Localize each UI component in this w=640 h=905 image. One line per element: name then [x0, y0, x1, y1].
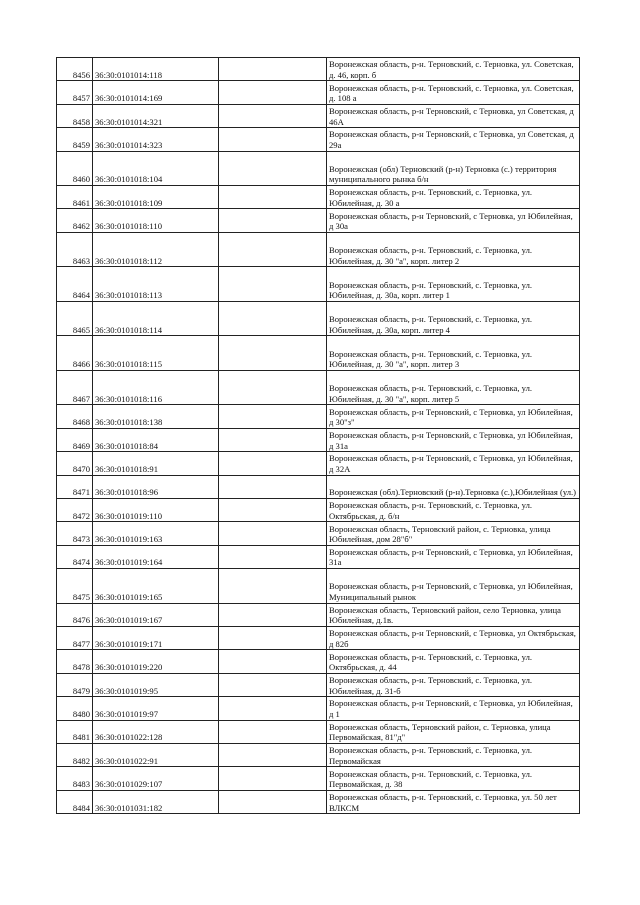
row-number: 8464 — [57, 267, 93, 302]
address-text: Воронежская область, р-н. Терновский, с. Терновка, ул. Юбилейная, д. 31-б — [329, 674, 533, 696]
empty-cell — [219, 267, 327, 302]
row-number: 8481 — [57, 720, 93, 743]
address-cell — [327, 545, 580, 568]
address-text: Воронежская область, р-н Терновский, с Терновка, ул Советская, д 46А — [329, 105, 574, 127]
empty-cell — [219, 743, 327, 766]
address-text: Воронежская область, р-н Терновский, с Терновка, ул Юбилейная, д 1 — [329, 698, 573, 719]
address-cell — [327, 301, 580, 336]
empty-cell — [219, 720, 327, 743]
table-row — [57, 673, 580, 696]
cadastral-number: 36:30:0101029:107 — [93, 767, 219, 790]
address-cell — [327, 697, 580, 720]
address-text: Воронежская (обл).Терновский (р-н).Терновка (с.),Юбилейная (ул.) — [329, 487, 577, 498]
table-row — [57, 603, 580, 626]
cadastral-number: 36:30:0101018:114 — [93, 301, 219, 336]
cadastral-number: 36:30:0101018:91 — [93, 452, 219, 475]
row-number: 8474 — [57, 545, 93, 568]
table-row — [57, 545, 580, 568]
table-row — [57, 569, 580, 604]
address-text: Воронежская область, р-н. Терновский, с. Терновка, ул. Первомайская, д. 38 — [329, 768, 533, 790]
cadastral-number: 36:30:0101031:182 — [93, 790, 219, 813]
empty-cell — [219, 186, 327, 209]
row-number: 8468 — [57, 405, 93, 428]
empty-cell — [219, 232, 327, 267]
row-number: 8457 — [57, 81, 93, 104]
table-row — [57, 720, 580, 743]
empty-cell — [219, 104, 327, 127]
empty-cell — [219, 428, 327, 451]
address-cell — [327, 603, 580, 626]
row-number: 8479 — [57, 673, 93, 696]
cadastral-number: 36:30:0101019:164 — [93, 545, 219, 568]
row-number: 8459 — [57, 128, 93, 151]
register-table-body — [57, 58, 580, 814]
address-cell — [327, 128, 580, 151]
cadastral-number: 36:30:0101014:118 — [93, 58, 219, 81]
table-row — [57, 151, 580, 186]
cadastral-number: 36:30:0101018:138 — [93, 405, 219, 428]
address-cell — [327, 522, 580, 545]
row-number: 8465 — [57, 301, 93, 336]
cadastral-number: 36:30:0101014:321 — [93, 104, 219, 127]
address-text: Воронежская область, р-н Терновский, с Терновка, ул Юбилейная, 31а — [329, 546, 573, 568]
address-text: Воронежская область, р-н. Терновский, с. Терновка, ул. Юбилейная, д. 30 "а", корп. литер 3 — [329, 348, 533, 370]
empty-cell — [219, 336, 327, 371]
table-row — [57, 301, 580, 336]
address-cell — [327, 336, 580, 371]
table-row — [57, 428, 580, 451]
address-text: Воронежская область, р-н. Терновский, с. Терновка, ул. Советская, д. 46, корп. б — [329, 59, 574, 80]
cadastral-number: 36:30:0101014:323 — [93, 128, 219, 151]
address-text: Воронежская область, р-н. Терновский, с. Терновка, ул. Юбилейная, д. 30 "а", корп. литер 5 — [329, 383, 533, 404]
address-text: Воронежская (обл) Терновский (р-н) Терновка (с.) территория муниципального рынка б/н — [329, 163, 557, 185]
address-text: Воронежская область, р-н. Терновский, с. Терновка, ул. Юбилейная, д. 30 "а", корп. литер 2 — [329, 245, 533, 266]
empty-cell — [219, 522, 327, 545]
cadastral-number: 36:30:0101018:116 — [93, 370, 219, 405]
cadastral-number: 36:30:0101018:110 — [93, 209, 219, 232]
empty-cell — [219, 569, 327, 604]
cadastral-number: 36:30:0101022:128 — [93, 720, 219, 743]
address-cell — [327, 790, 580, 813]
empty-cell — [219, 58, 327, 81]
cadastral-number: 36:30:0101019:97 — [93, 697, 219, 720]
empty-cell — [219, 545, 327, 568]
address-cell — [327, 104, 580, 127]
table-row — [57, 58, 580, 81]
row-number: 8478 — [57, 650, 93, 673]
row-number: 8467 — [57, 370, 93, 405]
address-text: Воронежская область, р-н. Терновский, с. Терновка, ул. Первомайская — [329, 745, 533, 766]
table-row — [57, 104, 580, 127]
address-text: Воронежская область, р-н Терновский, с Терновка, ул Советская, д 29а — [329, 129, 574, 150]
row-number: 8475 — [57, 569, 93, 604]
register-table — [56, 57, 580, 814]
cadastral-number: 36:30:0101018:113 — [93, 267, 219, 302]
address-cell — [327, 186, 580, 209]
table-row — [57, 626, 580, 649]
row-number: 8466 — [57, 336, 93, 371]
row-number: 8482 — [57, 743, 93, 766]
address-cell — [327, 232, 580, 267]
row-number: 8483 — [57, 767, 93, 790]
address-text: Воронежская область, Терновский район, село Терновка, улица Юбилейная, д.1в. — [329, 604, 561, 626]
row-number: 8476 — [57, 603, 93, 626]
cadastral-number: 36:30:0101019:165 — [93, 569, 219, 604]
empty-cell — [219, 301, 327, 336]
empty-cell — [219, 151, 327, 186]
address-text: Воронежская область, р-н. Терновский, с. Терновка, ул. Юбилейная, д. 30а, корп. литер 4 — [329, 314, 533, 335]
table-row — [57, 267, 580, 302]
empty-cell — [219, 697, 327, 720]
row-number: 8456 — [57, 58, 93, 81]
table-row — [57, 370, 580, 405]
row-number: 8477 — [57, 626, 93, 649]
row-number: 8484 — [57, 790, 93, 813]
cadastral-number: 36:30:0101019:110 — [93, 498, 219, 521]
address-cell — [327, 673, 580, 696]
table-row — [57, 743, 580, 766]
address-cell — [327, 767, 580, 790]
empty-cell — [219, 405, 327, 428]
address-cell — [327, 720, 580, 743]
address-text: Воронежская область, р-н. Терновский, с. Терновка, ул. Октябрьская, д. 44 — [329, 651, 533, 673]
cadastral-number: 36:30:0101019:220 — [93, 650, 219, 673]
empty-cell — [219, 475, 327, 498]
cadastral-number: 36:30:0101018:109 — [93, 186, 219, 209]
row-number: 8461 — [57, 186, 93, 209]
cadastral-number: 36:30:0101019:95 — [93, 673, 219, 696]
empty-cell — [219, 650, 327, 673]
cadastral-number: 36:30:0101018:112 — [93, 232, 219, 267]
address-text: Воронежская область, р-н Терновский, с Терновка, ул Октябрьская, д 82б — [329, 628, 576, 649]
table-row — [57, 767, 580, 790]
row-number: 8463 — [57, 232, 93, 267]
row-number: 8480 — [57, 697, 93, 720]
table-row — [57, 522, 580, 545]
row-number: 8470 — [57, 452, 93, 475]
address-text: Воронежская область, р-н. Терновский, с. Терновка, ул. Юбилейная, д. 30 а — [329, 187, 533, 208]
empty-cell — [219, 603, 327, 626]
address-cell — [327, 58, 580, 81]
cadastral-number: 36:30:0101019:167 — [93, 603, 219, 626]
address-text: Воронежская область, р-н Терновский, с Терновка, ул Юбилейная, д 30а — [329, 210, 573, 232]
address-cell — [327, 452, 580, 475]
empty-cell — [219, 370, 327, 405]
table-row — [57, 405, 580, 428]
address-cell — [327, 428, 580, 451]
cadastral-number: 36:30:0101014:169 — [93, 81, 219, 104]
cadastral-number: 36:30:0101019:163 — [93, 522, 219, 545]
address-cell — [327, 498, 580, 521]
address-cell — [327, 475, 580, 498]
address-text: Воронежская область, р-н. Терновский, с. Терновка, ул. Октябрьская, д. б/н — [329, 500, 533, 521]
empty-cell — [219, 498, 327, 521]
address-cell — [327, 743, 580, 766]
table-row — [57, 475, 580, 498]
row-number: 8462 — [57, 209, 93, 232]
empty-cell — [219, 673, 327, 696]
address-cell — [327, 267, 580, 302]
row-number: 8473 — [57, 522, 93, 545]
empty-cell — [219, 626, 327, 649]
table-row — [57, 128, 580, 151]
table-row — [57, 336, 580, 371]
empty-cell — [219, 767, 327, 790]
address-text: Воронежская область, р-н. Терновский, с. Терновка, ул. Юбилейная, д. 30а, корп. литер 1 — [329, 279, 533, 301]
cadastral-number: 36:30:0101019:171 — [93, 626, 219, 649]
address-cell — [327, 370, 580, 405]
empty-cell — [219, 81, 327, 104]
address-cell — [327, 405, 580, 428]
address-text: Воронежская область, р-н Терновский, с Терновка, ул Юбилейная, д 32А — [329, 453, 573, 474]
address-text: Воронежская область, р-н Терновский, с Терновка, ул Юбилейная, д 30"з" — [329, 406, 573, 428]
table-row — [57, 697, 580, 720]
row-number: 8472 — [57, 498, 93, 521]
address-cell — [327, 626, 580, 649]
address-text: Воронежская область, Терновский район, с. Терновка, улица Первомайская, 81"д" — [329, 721, 551, 743]
cadastral-number: 36:30:0101018:84 — [93, 428, 219, 451]
address-text: Воронежская область, Терновский район, с. Терновка, улица Юбилейная, дом 28"б" — [329, 523, 551, 545]
cadastral-number: 36:30:0101018:96 — [93, 475, 219, 498]
table-row — [57, 650, 580, 673]
cadastral-number: 36:30:0101018:104 — [93, 151, 219, 186]
empty-cell — [219, 790, 327, 813]
row-number: 8458 — [57, 104, 93, 127]
address-cell — [327, 81, 580, 104]
address-cell — [327, 209, 580, 232]
address-text: Воронежская область, р-н. Терновский, с. Терновка, ул. Советская, д. 108 а — [329, 82, 574, 104]
empty-cell — [219, 452, 327, 475]
table-row — [57, 498, 580, 521]
address-text: Воронежская область, р-н Терновский, с Терновка, ул Юбилейная, Муниципальный рынок — [329, 581, 573, 602]
row-number: 8469 — [57, 428, 93, 451]
table-row — [57, 232, 580, 267]
table-row — [57, 209, 580, 232]
table-row — [57, 186, 580, 209]
empty-cell — [219, 209, 327, 232]
table-row — [57, 452, 580, 475]
address-cell — [327, 569, 580, 604]
empty-cell — [219, 128, 327, 151]
address-cell — [327, 650, 580, 673]
row-number: 8471 — [57, 475, 93, 498]
address-text: Воронежская область, р-н Терновский, с Терновка, ул Юбилейная, д 31а — [329, 429, 573, 451]
row-number: 8460 — [57, 151, 93, 186]
address-text: Воронежская область, р-н. Терновский, с. Терновка, ул. 50 лет ВЛКСМ — [329, 791, 557, 813]
cadastral-number: 36:30:0101018:115 — [93, 336, 219, 371]
cadastral-number: 36:30:0101022:91 — [93, 743, 219, 766]
address-cell — [327, 151, 580, 186]
table-row — [57, 81, 580, 104]
table-row — [57, 790, 580, 813]
